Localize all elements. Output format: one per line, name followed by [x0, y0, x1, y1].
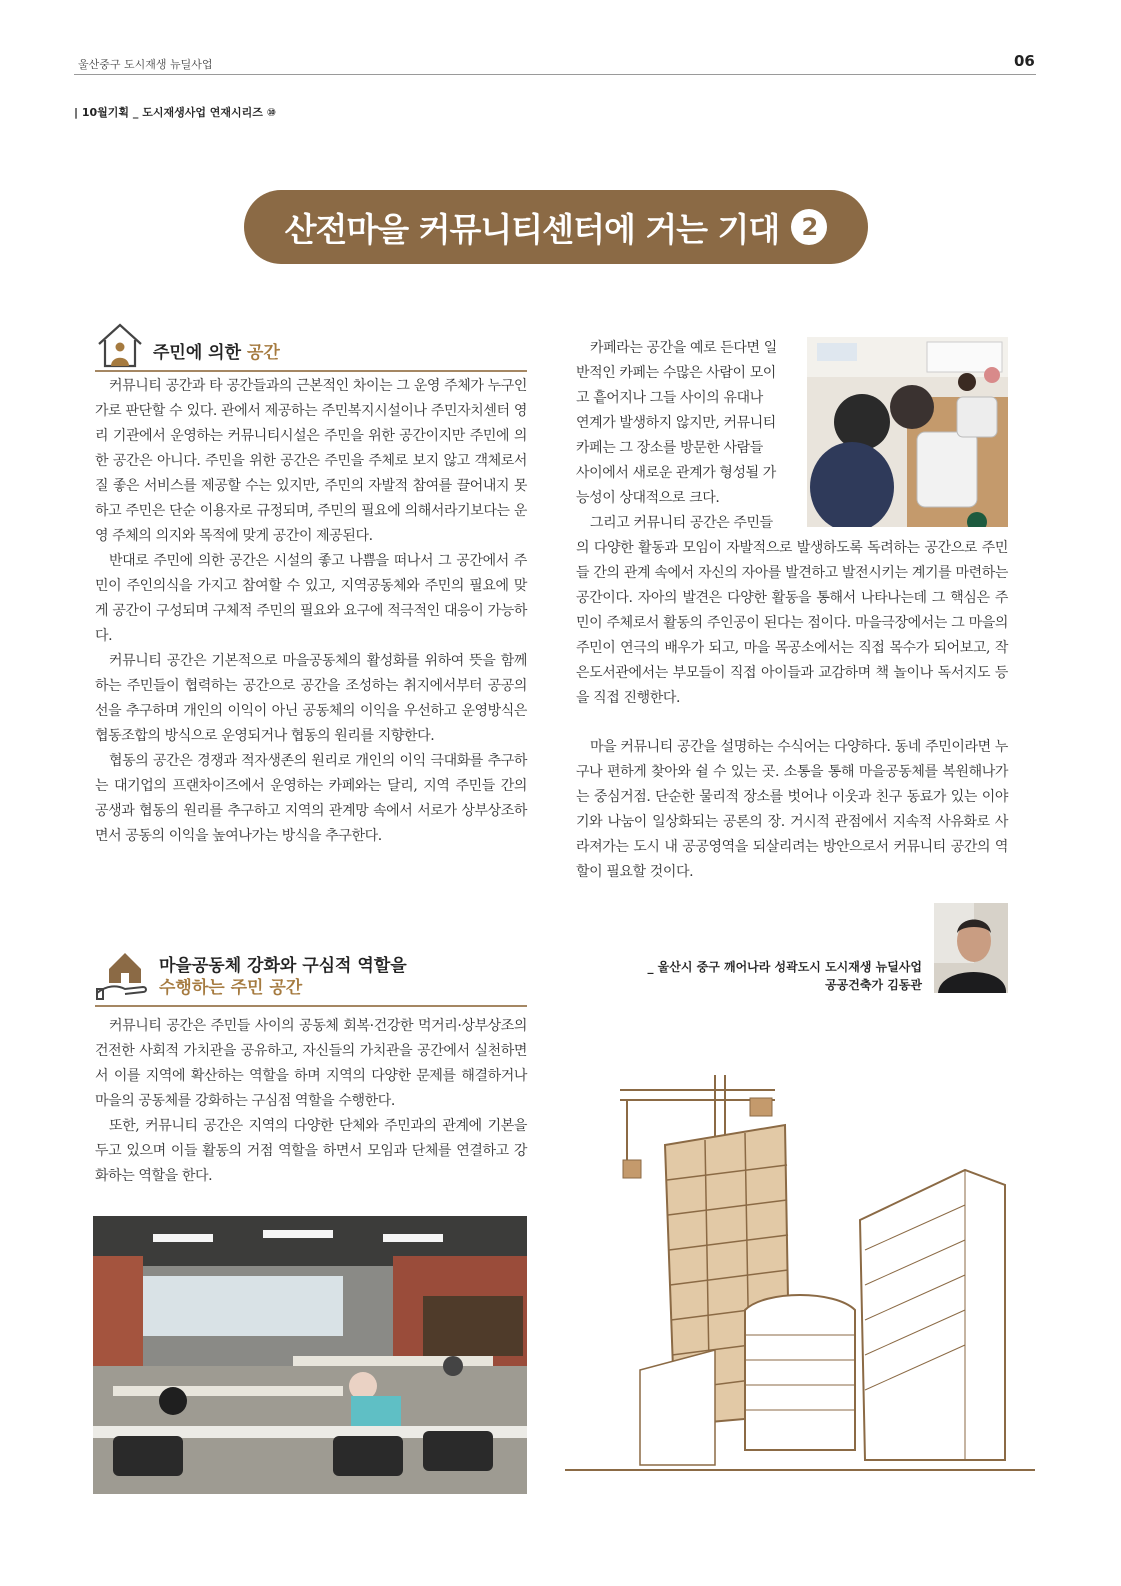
paragraph: 마을 커뮤니티 공간을 설명하는 수식어는 다양하다. 동네 주민이라면 누구나 편하게 찾아와 쉴 수 있는 곳. 소통을 통해 마을공동체를 복원해나가는 중심거점. 단순한 물리적 장소를 벗어나 이웃과 친구 동료가 있는 이야기와 나눔이 일상화되는 공론의 장. 거시적 관점에서 지속적 사유화로 사라져가는 도시 내 공공영역을 되살리려는 방안으로서 커뮤니티 공간의 역할이 필요할 것이다. — [576, 739, 1008, 880]
text-line: 반적인 카페는 수많은 사람이 모이 — [576, 365, 776, 381]
text-line: 연계가 발생하지 않지만, 커뮤니티 — [576, 415, 776, 431]
house-person-icon — [95, 322, 145, 368]
text-line: 카페라는 공간을 예로 든다면 일 — [590, 340, 777, 356]
article-title-banner — [244, 190, 868, 264]
page-number: 06 — [1014, 52, 1035, 70]
right-final-text — [576, 735, 1008, 885]
text-line: 그리고 커뮤니티 공간은 주민들 — [590, 515, 773, 531]
publication-name: 울산중구 도시재생 뉴딜사업 — [78, 58, 213, 71]
paragraph: 반대로 주민에 의한 공간은 시설의 좋고 나쁨을 떠나서 그 공간에서 주민이 주인의식을 가지고 참여할 수 있고, 지역공동체와 주민의 필요에 맞게 공간이 구성되며 구체적 주민의 필요와 요구에 적극적인 대응이 가능하다. — [95, 553, 527, 644]
author-name: 공공건축가 김동관 — [825, 978, 922, 992]
series-label: | 10월기획 _ 도시재생사업 연재시리즈 ⑩ — [74, 106, 277, 119]
paragraph: 또한, 커뮤니티 공간은 지역의 다양한 단체와 주민과의 관계에 기본을 두고 있으며 이들 활동의 거점 역할을 하면서 모임과 단체를 연결하고 강화하는 역할을 한다. — [95, 1118, 527, 1184]
section2-body — [95, 1014, 527, 1189]
hand-house-icon — [95, 945, 153, 1001]
paragraph: 협동의 공간은 경쟁과 적자생존의 원리로 개인의 이익 극대화를 추구하는 대기업의 프랜차이즈에서 운영하는 카페와는 달리, 지역 주민들 간의 공생과 협동의 원리를 추구하고 지역의 관계망 속에서 서로가 상부상조하면서 공동의 이익을 높여나가는 방식을 추구한다. — [95, 753, 527, 844]
text-line: 사이에서 새로운 관계가 형성될 가 — [576, 465, 776, 481]
author-caption — [600, 958, 922, 994]
section1-heading — [95, 322, 527, 372]
paragraph: 커뮤니티 공간은 주민들 사이의 공동체 회복·건강한 먹거리·상부상조의 건전한 사회적 가치관을 공유하고, 자신들의 가치관을 공간에서 실천하면서 이를 지역에 확산하는 역할을 하며 지역의 다양한 문제를 해결하거나 마을의 공동체를 강화하는 구심점 역할을 수행한다. — [95, 1018, 527, 1109]
paragraph: 커뮤니티 공간과 타 공간들과의 근본적인 차이는 그 운영 주체가 누구인가로 판단할 수 있다. 관에서 제공하는 주민복지시설이나 주민자치센터 영리 기관에서 운영하는 커뮤니티시설은 주민을 위한 공간이지만 주민에 의한 공간은 아니다. 주민을 위한 공간은 주민을 주체로 보지 않고 객체로서 질 좋은 서비스를 제공할 수는 있지만, 주민의 자발적 참여를 끌어내지 못하고 주민은 단순 이용자로 규정되며, 주민의 필요에 의해서라기보다는 운영 주체의 의지와 목적에 맞게 공간이 제공된다. — [95, 378, 527, 544]
section1-body — [95, 374, 527, 849]
text-line: 고 흩어지나 그들 사이의 유대나 — [576, 390, 763, 406]
section2-heading — [95, 945, 527, 1007]
construction-illustration — [565, 1070, 1035, 1490]
section2-title: 마을공동체 강화와 구심적 역할을 수행하는 주민 공간 — [159, 956, 407, 998]
author-affiliation: _ 울산시 중구 깨어나라 성곽도시 도시재생 뉴딜사업 — [647, 960, 922, 974]
paragraph: 커뮤니티 공간은 기본적으로 마을공동체의 활성화를 위하여 뜻을 함께하는 주민들이 협력하는 공간으로 공간을 조성하는 취지에서부터 공공의 선을 추구하며 개인의 이익이 아닌 공동체의 이익을 우선하고 운영방식은 협동조합의 방식으로 운영되거나 협동의 원리를 지향한다. — [95, 653, 527, 744]
sewing-class-photo — [807, 337, 1008, 527]
author-portrait — [934, 903, 1008, 993]
article-title: 산전마을 커뮤니티센터에 거는 기대 — [284, 209, 780, 249]
section1-title: 주민에 의한 공간 — [153, 343, 280, 363]
right-continue-text: 의 다양한 활동과 모임이 자발적으로 발생하도록 독려하는 공간으로 주민들 간의 관계 속에서 자신의 자아를 발견하고 발전시키는 계기를 마련하는 공간이다. 자아의 발견은 다양한 활동을 통해서 나타나는데 그 핵심은 주민이 주체로서 활동의 주인공이 된다는 점이다. 마을극장에서는 그 마을의 주민이 연극의 배우가 되고, 마을 목공소에서는 직접 목수가 되어보고, 작은도서관에서는 부모들이 직접 아이들과 교감하며 책 놀이나 독서지도 등을 직접 진행한다. — [576, 540, 1008, 706]
text-line: 능성이 상대적으로 크다. — [576, 490, 720, 506]
part-number-badge: 2 — [791, 209, 827, 245]
header-divider — [74, 74, 1036, 75]
community-classroom-photo — [93, 1216, 527, 1494]
right-wrap-text — [576, 336, 790, 536]
text-line: 카페는 그 장소를 방문한 사람들 — [576, 440, 763, 456]
section2-rule — [95, 1005, 527, 1007]
section1-rule — [95, 370, 527, 372]
